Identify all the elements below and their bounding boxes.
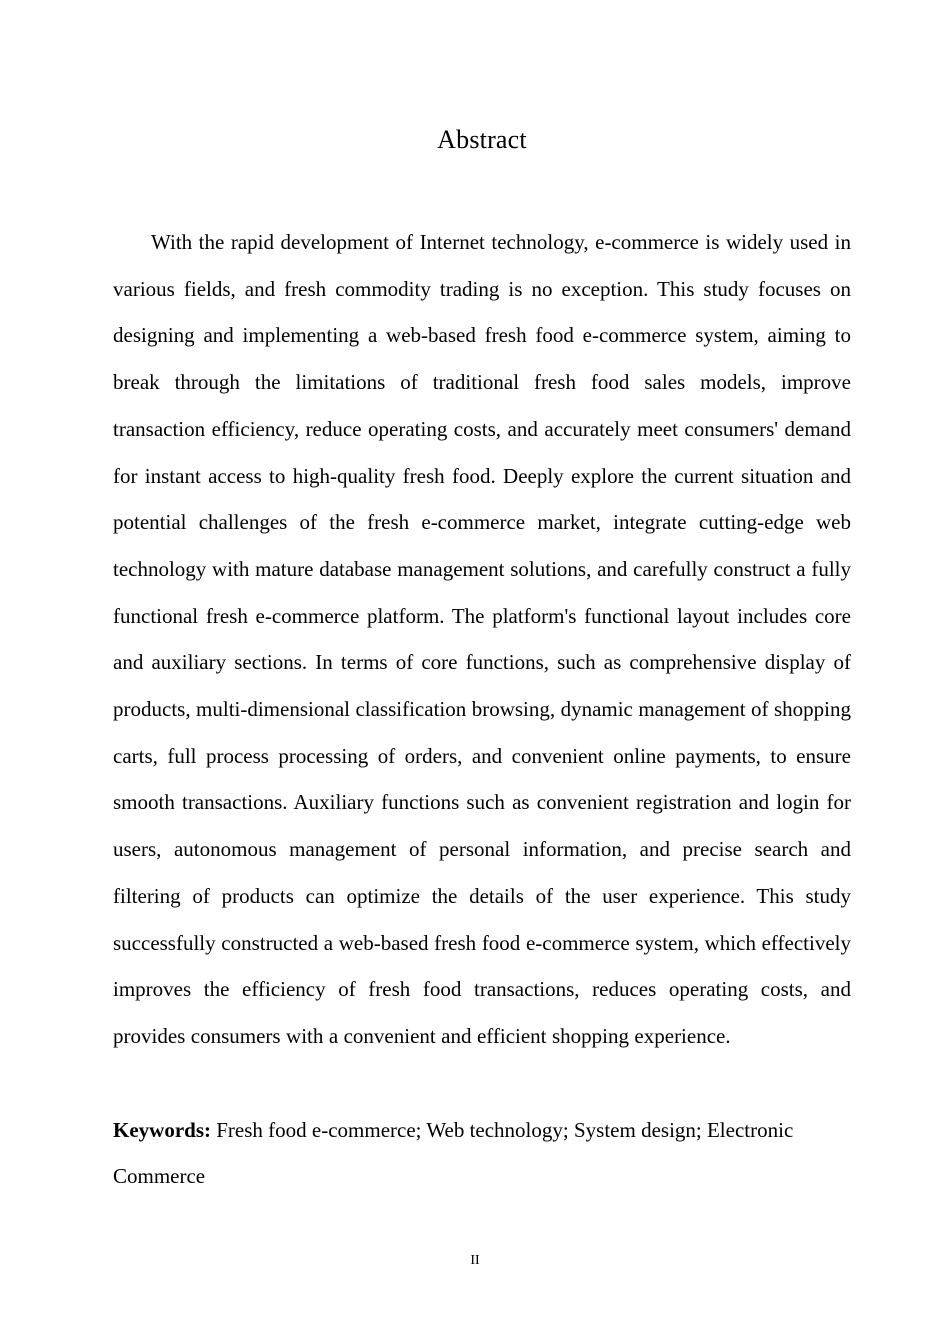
keywords-line <box>113 1060 851 1200</box>
keywords-label: Keywords: <box>113 1117 211 1142</box>
page-number: II <box>470 1253 480 1268</box>
keywords-value: Fresh food e-commerce; Web technology; System design; Electronic Commerce <box>113 1117 794 1189</box>
page-title: Abstract <box>437 125 527 154</box>
abstract-paragraph: With the rapid development of Internet technology, e-commerce is widely used in various fields, and fresh commodity trading is no exception. This study focuses on designing and implementing a web-based fresh food e-commerce system, aiming to break through the limitations of traditional fresh food sales models, improve transaction efficiency, reduce operating costs, and accurately meet consumers' demand for instant access to high-quality fresh food. Deeply explore the current situation and potential challenges of the fresh e-commerce market, integrate cutting-edge web technology with mature database management solutions, and carefully construct a fully functional fresh e-commerce platform. The platform's functional layout includes core and auxiliary sections. In terms of core functions, such as comprehensive display of products, multi-dimensional classification browsing, dynamic management of shopping carts, full process processing of orders, and convenient online payments, to ensure smooth transactions. Auxiliary functions such as convenient registration and login for users, autonomous management of personal information, and precise search and filtering of products can optimize the details of the user experience. This study successfully constructed a web-based fresh food e-commerce system, which effectively improves the efficiency of fresh food transactions, reduces operating costs, and provides consumers with a convenient and efficient shopping experience. <box>113 230 852 1048</box>
page-content <box>113 0 851 1200</box>
